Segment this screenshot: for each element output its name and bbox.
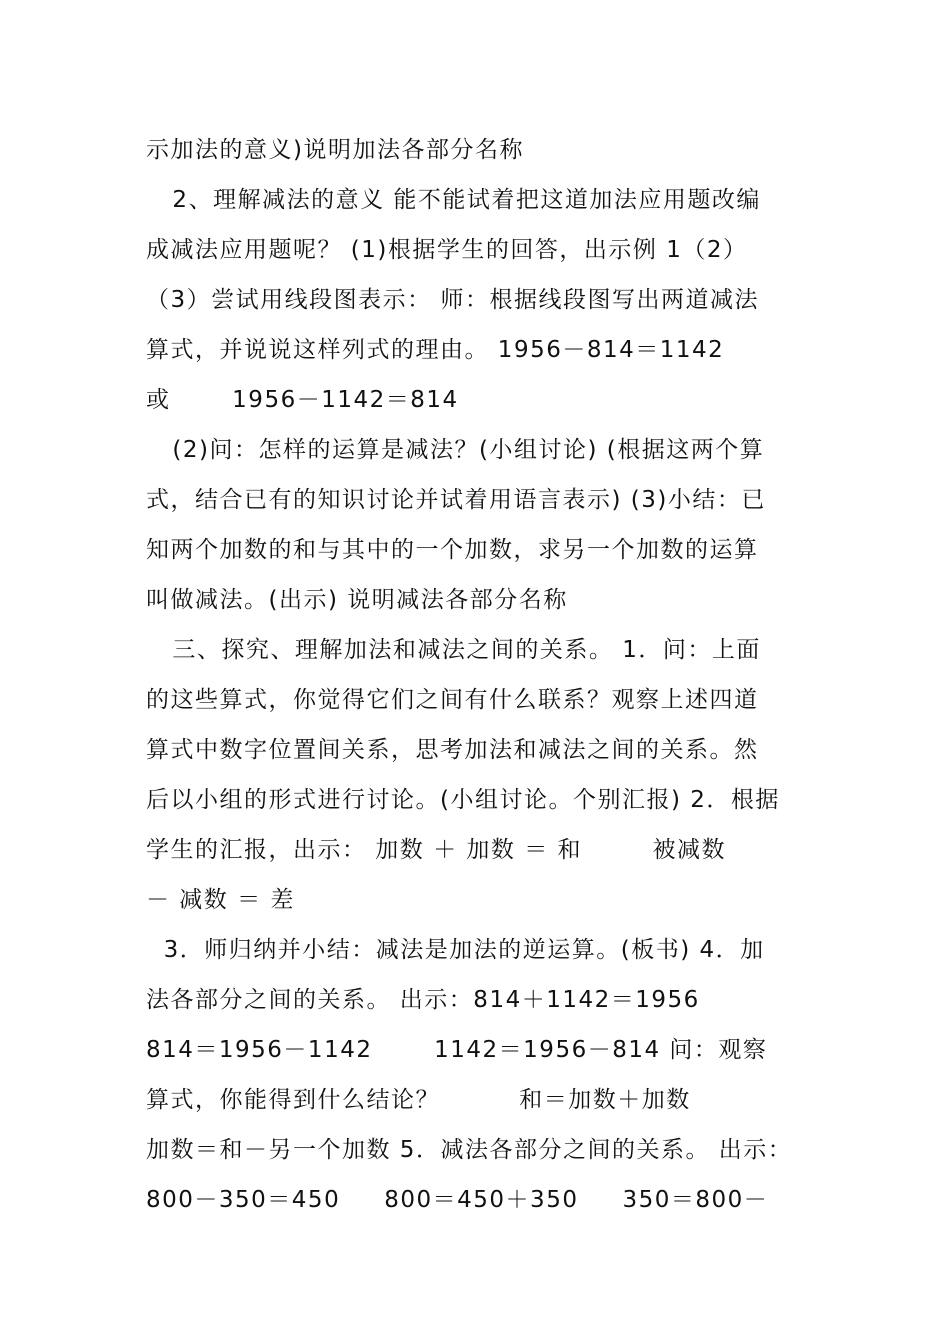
text-line: 成减法应用题呢？ (1)根据学生的回答，出示例 1（2）	[146, 237, 748, 263]
text-line: 或 1956－1142＝814	[146, 387, 459, 413]
text-line: 式，结合已有的知识讨论并试着用语言表示) (3)小结：已	[146, 487, 766, 513]
text-line: 算式，你能得到什么结论？ 和＝加数＋加数	[146, 1087, 691, 1113]
text-line: （3）尝试用线段图表示： 师：根据线段图写出两道减法	[146, 287, 759, 313]
text-line: 知两个加数的和与其中的一个加数，求另一个加数的运算	[146, 537, 759, 563]
text-line: (2)问：怎样的运算是减法？(小组讨论) (根据这两个算	[146, 437, 765, 463]
text-line: 算式中数字位置间关系，思考加法和减法之间的关系。然	[146, 737, 759, 763]
text-line: 2、理解减法的意义 能不能试着把这道加法应用题改编	[146, 187, 761, 213]
text-line: － 减数 ＝ 差	[146, 887, 295, 913]
text-line: 的这些算式，你觉得它们之间有什么联系？观察上述四道	[146, 687, 759, 713]
text-line: 814＝1956－1142 1142＝1956－814 问：观察	[146, 1037, 768, 1063]
text-line: 加数＝和－另一个加数 5．减法各部分之间的关系。 出示：	[146, 1137, 793, 1163]
text-line: 叫做减法。(出示) 说明减法各部分名称	[146, 587, 568, 613]
text-line: 示加法的意义)说明加法各部分名称	[146, 137, 524, 163]
text-line: 3．师归纳并小结：减法是加法的逆运算。(板书) 4．加	[146, 937, 765, 963]
text-line: 算式，并说说这样列式的理由。 1956－814＝1142	[146, 337, 725, 363]
text-line: 800－350＝450 800＝450＋350 350＝800－	[146, 1187, 769, 1213]
text-line: 后以小组的形式进行讨论。(小组讨论。个别汇报) 2．根据	[146, 787, 780, 813]
text-line: 法各部分之间的关系。 出示：814＋1142＝1956	[146, 987, 700, 1013]
text-line: 学生的汇报，出示： 加数 ＋ 加数 ＝ 和 被减数	[146, 837, 727, 863]
text-line: 三、探究、理解加法和减法之间的关系。 1．问：上面	[146, 637, 761, 663]
